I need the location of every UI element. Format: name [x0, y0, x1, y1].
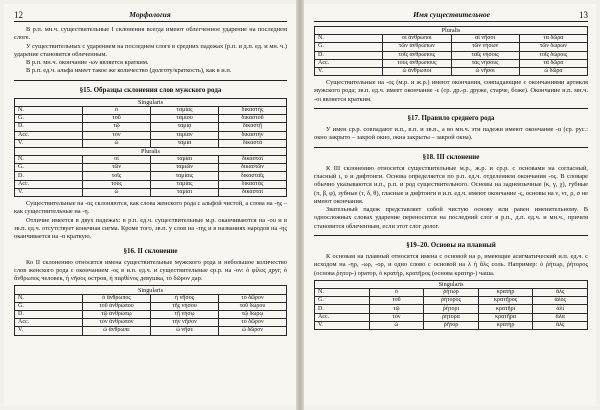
section-divider [314, 108, 588, 109]
form-cell: ταμίου [151, 115, 219, 123]
table-row [315, 289, 588, 297]
form-cell: ῥῆτορ [424, 321, 479, 329]
form-cell: κρατῆρι [478, 305, 533, 313]
left-body-paragraph: Отличие имеется в двух падежах: в р.п. ед.ч. существительные м.р. оканчиваются на -ου и в зв.п. ед.ч. отсутствует конечная сигма. Кроме того, зв.п. у слов на -της и в названиях народов на -ης оканчивается на -α краткую. [14, 216, 287, 241]
table-row [15, 319, 287, 327]
case-label-cell: N. [15, 156, 83, 164]
section-15-heading: §15. Образцы склонения слов мужского рода [79, 85, 222, 94]
form-cell: τοῦ ἀνθρώπου [83, 302, 151, 310]
form-cell: ταμίας [151, 180, 219, 188]
form-cell: τὸν [83, 131, 151, 139]
form-cell: ῥήτορος [424, 297, 479, 305]
section-19-paragraph: К основам на плавный относятся имена с основой на ρ, имеющие асигматический и.п. ед.ч. с исходом на -ηρ, -ωρ, -ορ, и одно слово с основой на λ ἡ ἅλς соль. Например: ὁ ῥήτωρ, ῥήτορος (основа ῥητορ-) оратор, ὁ κρατήρ, κρατῆρος (основа κρατηρ-) чаша. [314, 252, 588, 277]
case-label-cell: V. [315, 67, 383, 75]
form-cell: τοὺς ἀνθρώπους [383, 59, 451, 67]
form-cell: δικαστῶν [219, 164, 287, 172]
right-page [304, 4, 596, 406]
table-row [315, 51, 588, 59]
table-16-declension [14, 285, 287, 335]
form-cell: ὦ δῶρα [519, 67, 587, 75]
case-label-cell: G. [15, 115, 83, 123]
form-cell: δικασταί [219, 156, 287, 164]
left-intro-paragraph: В р.п. ед.ч. альфа имеет такое же количество (долготу/краткость), как в и.п. [26, 67, 232, 75]
case-label-cell: D. [315, 305, 370, 313]
table-row [315, 305, 588, 313]
table-15-declension [14, 98, 287, 197]
table-row [315, 313, 588, 321]
form-cell: τὸ δῶρον [219, 294, 287, 302]
left-running-head [14, 4, 287, 22]
table-header-row [15, 98, 287, 106]
form-cell: δικαστάς [219, 180, 287, 188]
table-row [15, 156, 287, 164]
form-cell: τῶν νήσων [451, 43, 519, 51]
form-cell: τὸ δῶρον [219, 319, 287, 327]
form-cell: δικασταί [219, 188, 287, 196]
form-cell: τῷ [83, 123, 151, 131]
table-header-row [15, 147, 287, 155]
form-cell: τοῦ δώρου [219, 302, 287, 310]
section-19-heading: §19–20. Основы на плавный [406, 240, 496, 249]
form-cell: τῶν ἀνθρώπων [383, 43, 451, 51]
form-cell: τὰς νήσους [451, 59, 519, 67]
form-cell: ταμίαν [151, 131, 219, 139]
section-divider [314, 147, 588, 148]
left-intro-paragraph: В р.п. мн.ч. окончание -ων является кратким. [26, 59, 149, 67]
case-label-cell: V. [15, 188, 83, 196]
form-cell: τῶν [83, 164, 151, 172]
form-cell: ὦ ἄνθρωποι [383, 67, 451, 75]
left-running-title: Морфология [129, 10, 171, 19]
table-row [15, 310, 287, 318]
form-cell: ἅλς [533, 321, 588, 329]
case-label-cell: N. [315, 35, 383, 43]
case-label-cell: V. [315, 321, 370, 329]
form-cell: τῷ ἀνθρώπῳ [83, 310, 151, 318]
case-label-cell: D. [15, 172, 83, 180]
form-cell: ὁ ἄνθρωπος [83, 294, 151, 302]
table-row [15, 188, 287, 196]
form-cell: τῶν δώρων [519, 43, 587, 51]
table-row [15, 164, 287, 172]
form-cell: ὦ δῶρον [219, 327, 287, 335]
form-cell: ταμιῶν [151, 164, 219, 172]
form-cell: ταμίαι [151, 188, 219, 196]
form-cell: τὴν νῆσον [151, 319, 219, 327]
section-17-heading: §17. Правило среднего рода [407, 114, 495, 123]
form-cell: δικαστής [219, 106, 287, 114]
form-cell: τοῖς δώροις [519, 51, 587, 59]
section-divider [314, 235, 588, 236]
left-intro-paragraph: В р.п. мн.ч. существительные I склонения всегда имеют облегченное ударение на последнем слоге. [14, 26, 287, 42]
table-header-row [315, 27, 588, 35]
section-18-paragraph: Звательный падеж представляет собой чистую основу или равен именительному. В односложных словах ударение переносится на последний слог в р.п., д.п. ед.ч. и мн.ч., причем становится облеченным, если этот слог долог. [314, 206, 588, 230]
form-cell: αἱ νῆσοι [451, 35, 519, 43]
form-cell: κρατήρ [478, 321, 533, 329]
table-row [315, 67, 588, 75]
section-17-paragraph: У имен ср.р. совпадают и.п., в.п. и зв.п., а во мн.ч. эти падежи имеют окончание -α (ср. рус.: окно закрыто – закрой окно, окна закрыты – закрой окна). [314, 126, 588, 142]
form-cell: ῥήτορι [424, 305, 479, 313]
case-label-cell: N. [15, 106, 83, 114]
form-cell: τῷ [369, 305, 424, 313]
form-cell: οἱ ἄνθρωποι [383, 35, 451, 43]
case-label-cell: G. [315, 297, 370, 305]
form-cell: ἅλς [533, 289, 588, 297]
case-label-cell: Acc. [15, 131, 83, 139]
form-cell: ἅλα [533, 313, 588, 321]
form-cell: δικασταῖς [219, 172, 287, 180]
right-page-number: 13 [579, 10, 588, 20]
form-cell: τὰ δῶρα [519, 35, 587, 43]
table-row [15, 180, 287, 188]
form-cell: τοὺς [83, 180, 151, 188]
form-cell: ὦ ἄνθρωπε [83, 327, 151, 335]
case-label-cell: Acc. [315, 59, 383, 67]
table-19-singularis-header: Singularis [315, 280, 588, 288]
form-cell: τοῦ [369, 297, 424, 305]
form-cell: ταῖς νήσοις [451, 51, 519, 59]
right-running-head [314, 4, 588, 22]
case-label-cell: Acc. [15, 180, 83, 188]
form-cell: ταμίαι [151, 156, 219, 164]
table-row [315, 43, 588, 51]
table-19-declension [314, 280, 588, 330]
table-row [15, 294, 287, 302]
case-label-cell: G. [15, 164, 83, 172]
form-cell: ταμία [151, 139, 219, 147]
form-cell: κρατῆρος [478, 297, 533, 305]
case-label-cell: Acc. [315, 313, 370, 321]
form-cell: οἱ [83, 156, 151, 164]
table-row [315, 59, 588, 67]
form-cell: δικαστήν [219, 131, 287, 139]
table-row [15, 131, 287, 139]
form-cell: τῇ νήσῳ [151, 310, 219, 318]
table-row [15, 106, 287, 114]
section-divider [14, 80, 287, 81]
book-gutter [296, 0, 304, 410]
case-label-cell: G. [315, 43, 383, 51]
case-label-cell: N. [315, 289, 370, 297]
case-label-cell: V. [15, 139, 83, 147]
form-cell: τοῖς [83, 172, 151, 180]
form-cell: ταμίας [151, 106, 219, 114]
table-15-singularis-header: Singularis [15, 98, 287, 106]
form-cell: κρατήρ [478, 289, 533, 297]
left-intro-paragraph: У существительных с ударением на последнем слоге в средних падежах (р.п. и д.п. ед. и мн. ч.) ударение становится облеченным. [14, 42, 287, 58]
form-cell: ὦ [83, 188, 151, 196]
form-cell: ταμίαις [151, 172, 219, 180]
form-cell: τῆς νήσου [151, 302, 219, 310]
table-header-row [15, 286, 287, 294]
form-cell: ὦ νῆσε [151, 327, 219, 335]
form-cell: ὦ [369, 321, 424, 329]
form-cell: ταμίᾳ [151, 123, 219, 131]
table-16-pluralis [314, 26, 588, 76]
case-label-cell: Acc. [15, 319, 83, 327]
form-cell: τοῖς ἀνθρώποις [383, 51, 451, 59]
left-body-paragraph: Существительные на -ας склоняются, как слова женского рода с альфой чистой, а слова на -ης – как существительные на -η. [14, 200, 287, 216]
table-header-row [315, 280, 588, 288]
form-cell: τὸν [369, 313, 424, 321]
form-cell: τῷ δώρῳ [219, 310, 287, 318]
case-label-cell: D. [15, 310, 83, 318]
left-page-number: 12 [14, 10, 23, 20]
table-row [15, 139, 287, 147]
table-row [15, 302, 287, 310]
form-cell: τὰ δῶρα [519, 59, 587, 67]
table-16-pluralis-header: Pluralis [315, 27, 588, 35]
form-cell: ῥήτορα [424, 313, 479, 321]
table-row [15, 327, 287, 335]
section-16-paragraph: Ко II склонению относятся имена существительные мужского рода и небольшое количество слов женского рода с окончанием -ος в и.п. ед.ч. и существительные ср.р. на -ον: ὁ φίλος друг, ὁ ἄνθρωπος человек, ἡ νῆσος остров, ἡ παρθένος девушка, τὸ δῶρον дар. [14, 258, 287, 283]
form-cell: ῥήτωρ [424, 289, 479, 297]
form-cell: δικαστῇ [219, 123, 287, 131]
table-row [15, 123, 287, 131]
form-cell: ὁ [83, 106, 151, 114]
form-cell: ἁλί [533, 305, 588, 313]
left-page [4, 4, 296, 406]
case-label-cell: D. [315, 51, 383, 59]
table-row [315, 35, 588, 43]
section-16-heading: §16. II склонение [123, 246, 178, 255]
form-cell: ὦ νῆσοι [451, 67, 519, 75]
table-row [315, 321, 588, 329]
form-cell: κρατῆρα [478, 313, 533, 321]
right-body-paragraph: Существительные на -ος (м.р. и ж.р.) имеют окончания, совпадающие с окончаниями артикля мужского рода; зв.п. ед.ч. имеет окончание -ε (ср. др.-р. друже, старче, боже). Окончание и.п. мн.ч. -οι является кратким. [314, 79, 588, 103]
right-running-title: Имя существительное [413, 10, 490, 19]
table-16-singularis-header: Singularis [15, 286, 287, 294]
form-cell: δικαστοῦ [219, 115, 287, 123]
case-label-cell: D. [15, 123, 83, 131]
form-cell: ὁ [369, 289, 424, 297]
table-row [15, 172, 287, 180]
form-cell: δικαστά [219, 139, 287, 147]
table-row [315, 297, 588, 305]
form-cell: ἁλός [533, 297, 588, 305]
case-label-cell: N. [15, 294, 83, 302]
section-18-paragraph: К III склонению относятся существительные м.р., ж.р. и ср.р. с основами на согласный, гласный ι, υ и дифтонги. Основа определяется по р.п. ед.ч. отделением окончания -ος. В словаре обычно указываются и.п., р.п. и род существительного. Основы на заднеязычные (κ, γ, χ), губные (π, β, φ), зубные (τ, δ, θ), гласные и дифтонги в и.п. ед.ч. имеют окончание -ς, основы на ν, ντ, ρ, σ не имеют окончания. [314, 164, 588, 205]
form-cell: ἡ νῆσος [151, 294, 219, 302]
case-label-cell: G. [15, 302, 83, 310]
section-18-heading: §18. III склонение [422, 152, 480, 161]
form-cell: ὦ [83, 139, 151, 147]
table-15-pluralis-header: Pluralis [15, 147, 287, 155]
form-cell: τὸν ἄνθρωπον [83, 319, 151, 327]
form-cell: τοῦ [83, 115, 151, 123]
case-label-cell: V. [15, 327, 83, 335]
table-row [15, 115, 287, 123]
